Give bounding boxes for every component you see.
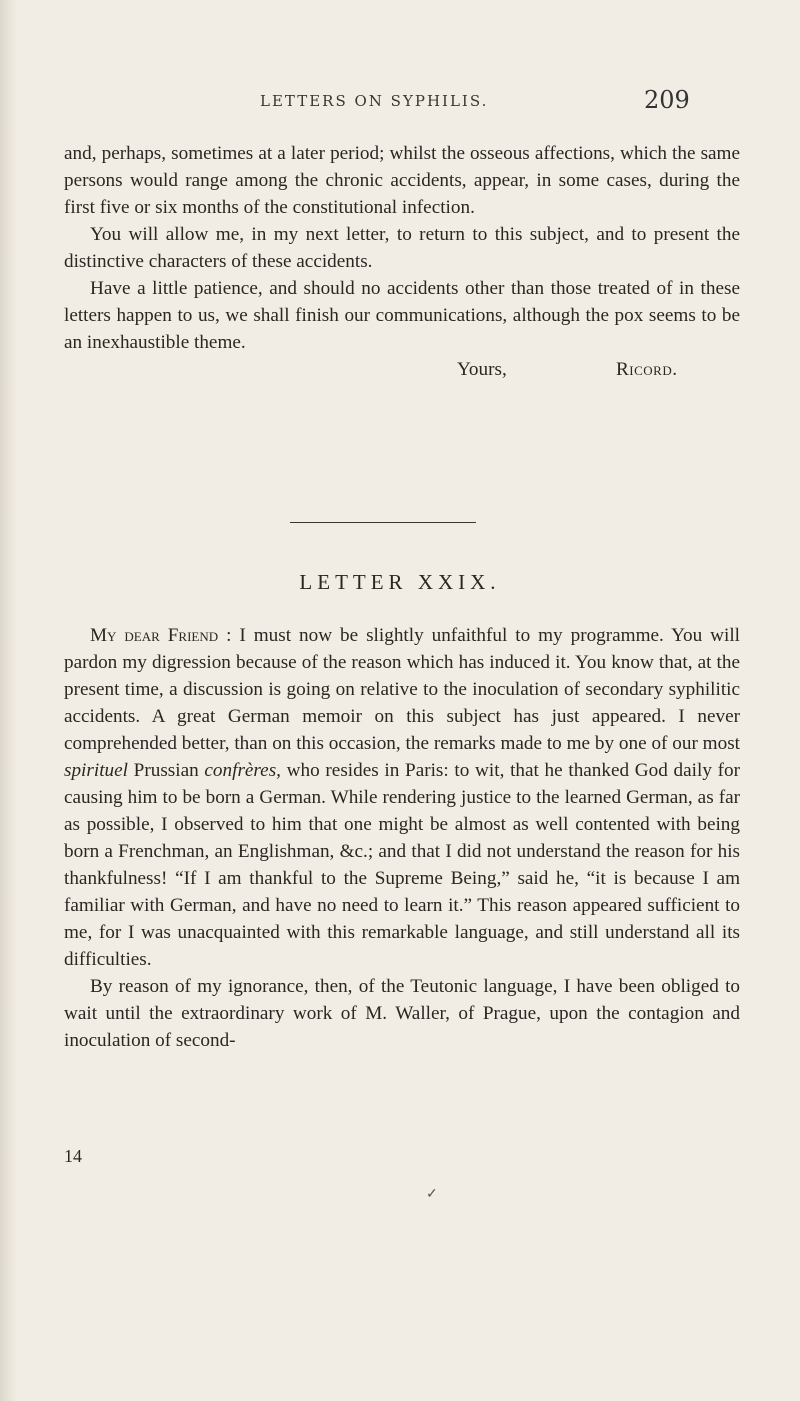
continuation-text xyxy=(64,140,740,383)
text-run: Prussian xyxy=(133,760,199,781)
page-number: 209 xyxy=(644,86,690,114)
paragraph: By reason of my ignorance, then, of the Teutonic language, I have been obliged to wait until the extraordinary work of M. Waller, of Prague, upon the contagion and inoculation of second- xyxy=(64,976,740,1051)
letter-heading: LETTER XXIX. xyxy=(299,570,501,594)
text-run: who resides in Paris: to wit, that he thanked God daily for causing him to be born a German. While rendering justice to the learned German, as far as possible, I observed to him that one might be almost as well contented with being born a Frenchman, an Englishman, &c.; and that I did not understand the reason for his thankfulness! “If I am thankful to the Supreme Being,” said he, “it is because I am familiar with German, and have no need to learn it.” This reason appeared sufficient to me, for I was unacquainted with this remarkable language, and still understand all its difficulties. xyxy=(64,760,740,970)
running-title: LETTERS ON SYPHILIS. xyxy=(260,92,489,110)
running-head xyxy=(0,86,800,116)
author-signature: Ricord. xyxy=(616,359,678,380)
page-edge-shadow xyxy=(0,0,18,1401)
sign-off xyxy=(64,356,740,383)
italic-term: confrères, xyxy=(204,760,281,781)
salutation: My dear Friend : xyxy=(90,625,232,646)
letter-body xyxy=(64,622,740,1054)
text-run: I must now be slightly unfaithful to my programme. You will pardon my digression because of the reason which has induced it. You know that, at the present time, a discussion is going on relative to the inoculation of secondary syphilitic accidents. A great German memoir on this subject has just appeared. I never comprehended better, than on this occasion, the remarks made to me by one of our most xyxy=(64,625,741,754)
paragraph: You will allow me, in my next letter, to return to this subject, and to present the distinctive characters of these accidents. xyxy=(64,224,740,272)
printer-signature: 14 xyxy=(64,1146,82,1166)
paragraph: Have a little patience, and should no accidents other than those treated of in these letters happen to us, we shall finish our communications, although the pox seems to be an inexhaustible theme. xyxy=(64,278,740,353)
italic-term: spirituel xyxy=(64,760,128,781)
stray-mark: ✓ xyxy=(426,1186,438,1202)
paragraph: and, perhaps, sometimes at a later period; whilst the osseous affections, which the same persons would range among the chronic accidents, appear, in some cases, during the first five or six months of the constitutional infection. xyxy=(64,143,740,218)
closing: Yours, xyxy=(457,359,507,380)
section-divider xyxy=(290,522,476,523)
paragraph xyxy=(64,622,740,973)
